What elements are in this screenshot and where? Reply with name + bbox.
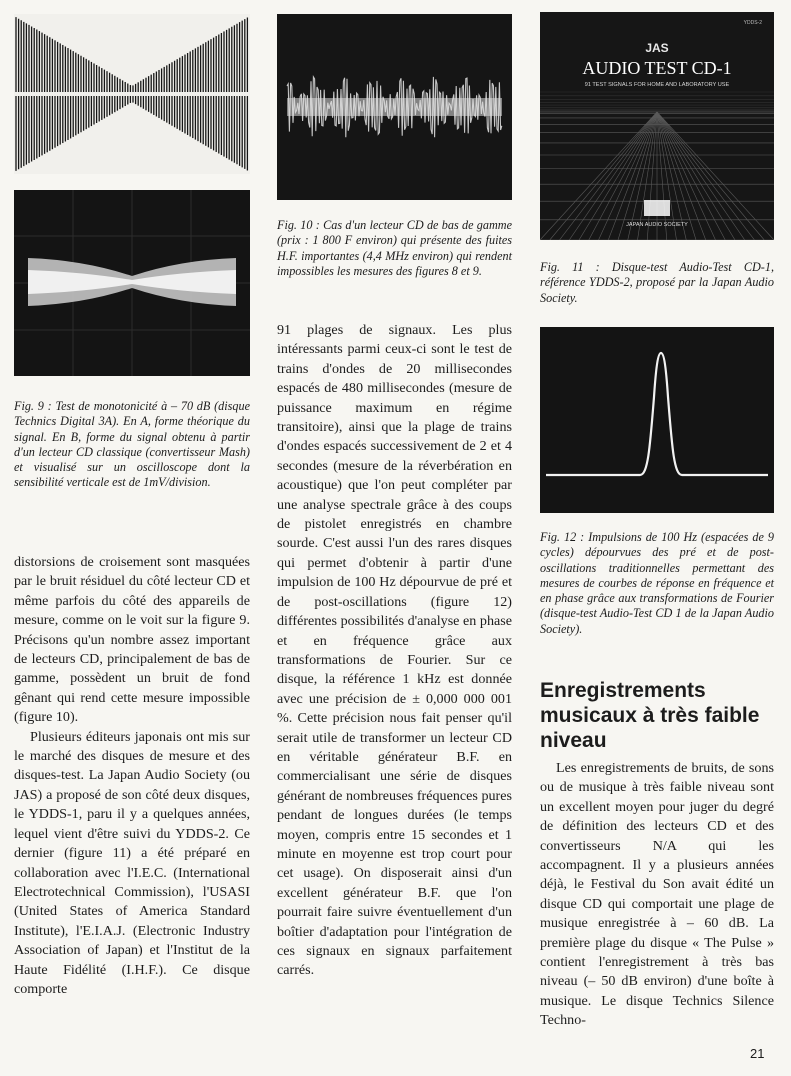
figure-10-caption: Fig. 10 : Cas d'un lecteur CD de bas de gamme (prix : 1 800 F environ) qui présente des fuites H.F. importantes (4,4 MHz environ) qui rendent impossibles les mesures des figures 8 et 9. xyxy=(277,218,512,278)
paragraph: Les enregistrements de bruits, de sons ou de musique à très faible niveau sont un excellent moyen pour juger du degré de définition des lecteurs CD et des convertisseurs N/A qui les accompagnent. Il y a plusieurs années déjà, le Festival du Son avait édité un disque CD qui comportait une plage de musique enregistrée à – 60 dB. La première plage du disque « The Pulse » contient l'enregistrement à très bas niveau (– 50 dB environ) d'une boîte à musique. Le disque Technics Silence Techno- xyxy=(540,760,774,1029)
figure-11-caption: Fig. 11 : Disque-test Audio-Test CD-1, référence YDDS-2, proposé par la Japan Audio Society. xyxy=(540,260,774,305)
figure-9a-image xyxy=(14,14,250,174)
figure-11-image xyxy=(540,12,774,240)
column-2-text xyxy=(277,321,512,981)
cover-publisher: JAPAN AUDIO SOCIETY xyxy=(626,222,688,228)
figure-12-caption: Fig. 12 : Impulsions de 100 Hz (espacées de 9 cycles) dépourvues des pré et de post-oscillations traditionnelles permettant des mesures de courbes de réponse en fréquence et en phase grâce aux transformations de Fourier (disque-test Audio-Test CD 1 de la Japan Audio Society). xyxy=(540,530,774,636)
figure-9a-signal xyxy=(14,14,250,174)
cover-title: AUDIO TEST CD-1 xyxy=(582,58,732,78)
figure-9-caption: Fig. 9 : Test de monotonicité à – 70 dB (disque Technics Digital 3A). En A, forme théorique du signal. En B, forme du signal obtenu à partir d'un lecteur CD classique (convertisseur Mash) et visualisé sur un oscilloscope dont la sensibilité verticale est de 1mV/division. xyxy=(14,399,250,490)
column-1-text xyxy=(14,553,250,999)
cover-code: YDDS-2 xyxy=(743,20,762,26)
cd-logo-icon xyxy=(644,200,670,216)
section-heading: Enregistrements musicaux à très faible niveau xyxy=(540,679,760,752)
cover-subtitle: 91 TEST SIGNALS FOR HOME AND LABORATORY USE xyxy=(584,82,730,88)
figure-10-oscilloscope xyxy=(277,14,512,200)
column-3-text xyxy=(540,759,774,1031)
paragraph: distorsions de croisement sont masquées par le bruit résiduel du côté lecteur CD et même parfois du côté des appareils de mesure, comme on le voit sur la figure 9. Précisons qu'un nombre assez important de lecteurs CD, principalement de bas de gamme, possèdent un bruit de fond gênant qui rend cette mesure impossible (figure 10). xyxy=(14,554,250,726)
figure-9b-image xyxy=(14,190,250,376)
figure-10-image xyxy=(277,14,512,200)
figure-9b-oscilloscope xyxy=(14,190,250,376)
figure-11-disc-cover xyxy=(540,12,774,240)
figure-12-image xyxy=(540,327,774,513)
paragraph: 91 plages de signaux. Les plus intéressants parmi ceux-ci sont le test de trains d'ondes de 20 millisecondes espacés de 480 millisecondes (mesure de puissance maximum en régime transitoire), ainsi que la plage de trains d'ondes espacés successivement de 2 et 4 secondes (mesure de la réverbération en acoustique) que l'on peut compléter par une analyse spectrale grâce à des coups de pistolet enregistrés en chambre sourde. C'est aussi l'un des rares disques qui permet d'obtenir à partir d'une impulsion de 100 Hz dépourvue de pré et de post-oscillations (figure 12) différentes possibilités d'analyse en phase et en fréquence grâce aux transformations de Fourier. Sur ce disque, la référence 1 kHz est donnée avec une précision de ± 0,000 000 001 %. Cette précision nous fait penser qu'il serait utile de transformer un lecteur CD en véritable générateur B.F. en commercialisant une série de disques générant de nombreuses fréquences pures pendant de longues durées (le temps moyen, compris entre 15 secondes et 1 minute en moyenne est trop court pour cet usage). On disposerait ainsi d'un excellent générateur B.F. que l'on pourrait faire suivre éventuellement d'un boîtier d'adaptation pour l'intégration de ces signaux en signaux parfaitement carrés. xyxy=(277,322,512,979)
figure-12-oscilloscope xyxy=(540,327,774,513)
paragraph: Plusieurs éditeurs japonais ont mis sur le marché des disques de mesure et des disques-test. La Japan Audio Society (ou JAS) a proposé de son côté deux disques, le YDDS-1, paru il y a quelques années, lequel vient d'être suivi du YDDS-2. Ce dernier (figure 11) a été préparé en collaboration avec l'I.E.C. (International Electrotechnical Commission), l'USASI (United States of America Standard Institute), l'E.I.A.J. (Electronic Industry Association of Japan) et l'Institut de la Haute Fidélité (I.H.F.). Ce disque comporte xyxy=(14,728,250,997)
page-number: 21 xyxy=(750,1046,765,1061)
cover-logo: JAS xyxy=(645,41,669,55)
